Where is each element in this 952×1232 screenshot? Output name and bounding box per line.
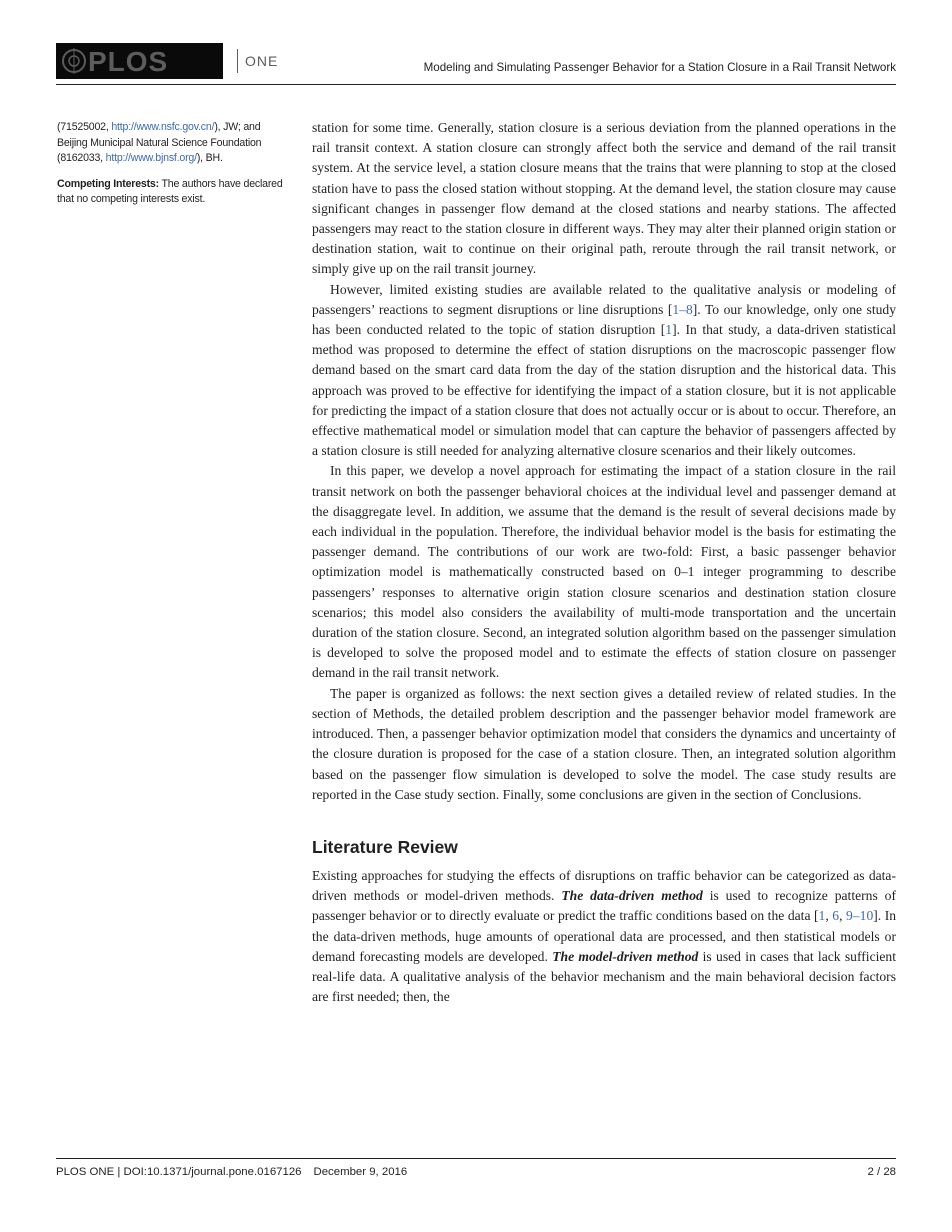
logo-text: PLOS	[88, 46, 169, 77]
citation-link[interactable]: 1	[818, 908, 826, 924]
plos-logo-icon	[60, 47, 88, 75]
plos-one-logo	[56, 43, 279, 79]
paragraph-2: However, limited existing studies are available related to the qualitative analysis or modeling of passengers’ reactions to segment disruptions or line disruptions [1–8]. To our knowledge, only one study has been conducted related to the topic of station disruption [1]. In that study, a data-driven statistical method was proposed to determine the effect of station disruptions on the macroscopic passenger flow demand based on the smart card data from the day of the station disruption and the historical data. This approach was proved to be effective for identifying the impact of a station closure, but it is not applicable for predicting the impact of a station closure that does not actually occur or is about to occur. Therefore, an effective mathematical model or simulation model that can capture the behavior of passengers affected by a station closure is still needed for analyzing alternative closure scenarios and their likely outcomes.	[312, 281, 896, 459]
nsfc-link[interactable]: http://www.nsfc.gov.cn/	[111, 121, 215, 133]
footer-date: December 9, 2016	[313, 1166, 408, 1178]
term-data-driven: The data-driven method	[561, 888, 703, 904]
article-body	[312, 118, 896, 1007]
citation-link[interactable]: 1–8	[672, 301, 693, 317]
funding-note: (71525002, http://www.nsfc.gov.cn/), JW; and Beijing Municipal Natural Science Foundation (8162033, http://www.bjnsf.org/), BH.	[57, 121, 262, 164]
footer-divider	[56, 1158, 896, 1159]
sidebar-notes	[57, 120, 289, 218]
paragraph-4: The paper is organized as follows: the next section gives a detailed review of related studies. In the section of Methods, the detailed problem description and the passenger behavior model framework are introduced. Then, a passenger behavior optimization model that considers the dynamics and uncertainty of the closure duration is proposed for the case of a station closure. Then, an integrated solution algorithm based on the passenger flow simulation is developed to solve the model. The case study results are reported in the Case study section. Finally, some conclusions are given in the section of Conclusions.	[312, 685, 896, 802]
footer-citation: PLOS ONE | DOI:10.1371/journal.pone.0167126 December 9, 2016	[56, 1166, 408, 1178]
section-title: Literature Review	[312, 836, 458, 857]
citation-link[interactable]: 6	[832, 908, 840, 924]
logo-separator	[237, 49, 238, 73]
paragraph-1: station for some time. Generally, station closure is a serious deviation from the planned operations in the rail transit context. A station closure can strongly affect both the service and demand of the rail transit system. At the service level, a station closure means that the trains that were planning to stop at the closed station have to pass the closed station without stopping. At the demand level, the station closure may cause significant changes in passenger flow demand at the closed stations and nearby stations. The affected passengers may react to the station closure in different ways. They may alter their planned origin station or destination station, wait to continue on their original path, reroute through the rail transit network, or simply give up on the rail transit journey.	[312, 120, 896, 277]
paragraph-3: In this paper, we develop a novel approach for estimating the impact of a station closure in the rail transit network on both the passenger behavioral choices at the individual level and passenger demand at the disaggregate level. In addition, we assume that the demand is the result of several decisions made by each individual in the population. Therefore, the individual behavior model is the basis for estimating the passenger demand. The contributions of our work are two-fold: First, a basic passenger behavior optimization model is mathematically constructed based on 0–1 integer programming to describe passengers’ responses to alternative origin station closure scenarios and destination station closure scenarios; this model also considers the availability of multi-mode transportation and the uncertain duration of the station closure. Second, an integrated solution algorithm based on the passenger simulation is developed to solve the proposed model and to estimate the effects of station closure on passenger demand in the rail transit network.	[312, 463, 896, 681]
running-title: Modeling and Simulating Passenger Behavior for a Station Closure in a Rail Transit Network	[423, 61, 896, 74]
bjnsf-link[interactable]: http://www.bjnsf.org/	[105, 152, 197, 164]
competing-interests-label: Competing Interests:	[57, 177, 159, 190]
logo-suffix: ONE	[245, 53, 279, 69]
citation-link[interactable]: 1	[665, 322, 673, 338]
header-divider	[56, 84, 896, 85]
competing-interests-note: Competing Interests: The authors have declared that no competing interests exist.	[57, 177, 283, 205]
page-number: 2 / 28	[867, 1166, 896, 1178]
paragraph-5: Existing approaches for studying the effects of disruptions on traffic behavior can be categorized as data-driven methods or model-driven methods. The data-driven method is used to recognize patterns of passenger behavior or to directly evaluate or predict the traffic conditions based on the data [1, 6, 9–10]. In the data-driven methods, huge amounts of operational data are processed, and then statistical models or demand forecasting models are developed. The model-driven method is used in cases that lack sufficient real-life data. A qualitative analysis of the behavior mechanism and the main behavioral decision factors are first needed; then, the	[312, 867, 897, 1005]
term-model-driven: The model-driven method	[552, 948, 699, 964]
citation-link[interactable]: 9–10	[846, 908, 874, 924]
